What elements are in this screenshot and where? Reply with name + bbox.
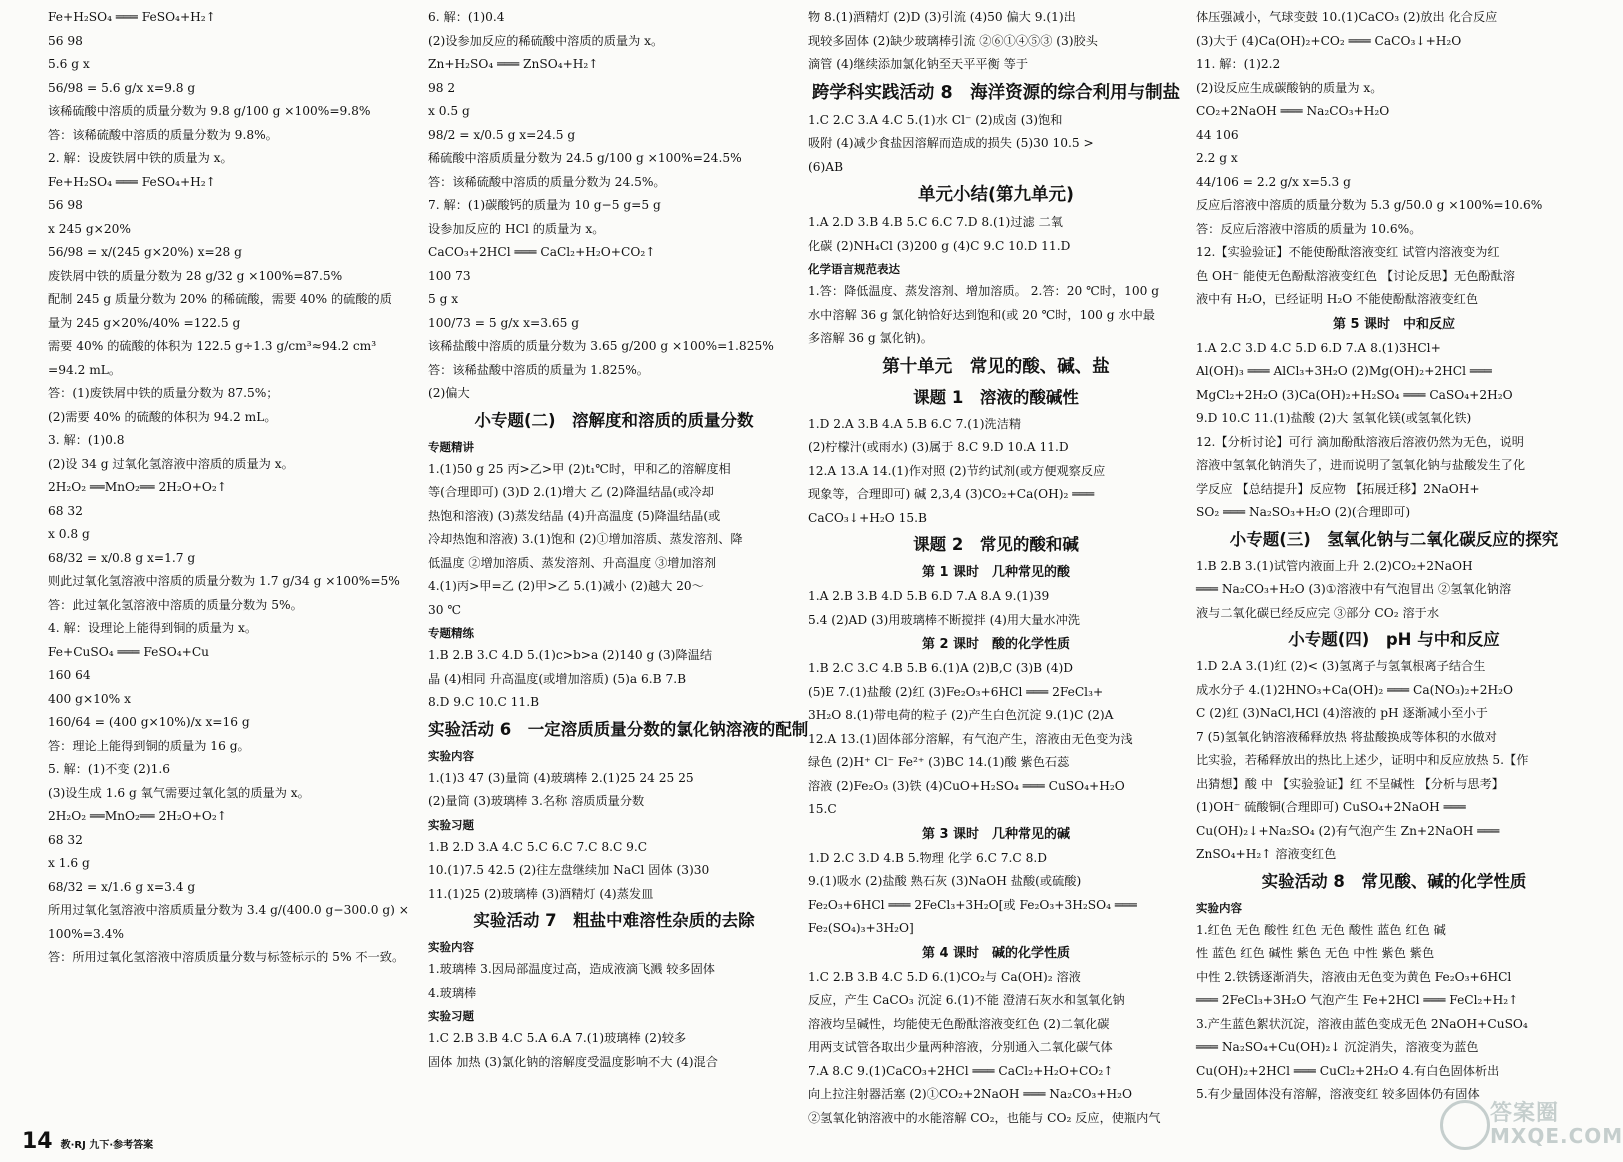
answer-line: 晶 (4)相同 升高温度(或增加溶质) (5)a 6.B 7.B <box>428 671 687 686</box>
answer-line: 向上拉注射器活塞 (2)①CO₂+2NaOH ═══ Na₂CO₃+H₂O <box>808 1087 1133 1101</box>
answer-line: 44 106 <box>1196 127 1239 142</box>
lesson-heading: 第 2 课时 酸的化学性质 <box>921 637 1071 652</box>
answer-line: 15.C <box>808 802 837 816</box>
answer-line: 12.A 13.(1)固体部分溶解，有气泡产生，溶液由无色变为浅 <box>808 731 1133 746</box>
answer-line: 9.(1)吸水 (2)盐酸 熟石灰 (3)NaOH 盐酸(或硫酸) <box>808 874 1082 888</box>
answer-line: 1.C 2.C 3.A 4.C 5.(1)水 Cl⁻ (2)成卤 (3)饱和 <box>808 112 1063 127</box>
answer-line: 1.B 2.D 3.A 4.C 5.C 6.C 7.C 8.C 9.C <box>428 839 648 854</box>
answer-line: (1)OH⁻ 硫酸铜(合理即可) CuSO₄+2NaOH ═══ <box>1196 800 1466 814</box>
answer-line: 1.D 2.C 3.D 4.B 5.物理 化学 6.C 7.C 8.D <box>808 850 1048 865</box>
section-heading: 实验活动 7 粗盐中难溶性杂质的去除 <box>473 911 755 930</box>
answer-line: CO₂+2NaOH ═══ Na₂CO₃+H₂O <box>1196 104 1390 118</box>
answer-line: 答：该稀盐酸中溶质的质量为 1.825%。 <box>428 362 649 377</box>
answer-line: 5. 解：(1)不变 (2)1.6 <box>48 762 171 776</box>
answer-line: (2)设 34 g 过氧化氢溶液中溶质的质量为 x。 <box>48 456 294 471</box>
answer-line: 56 98 <box>48 198 83 212</box>
column-3 <box>808 0 1184 1140</box>
answer-line: 1.红色 无色 酸性 红色 无色 酸性 蓝色 红色 碱 <box>1196 922 1446 937</box>
answer-line: 吸附 (4)减少食盐因溶解而造成的损失 (5)30 10.5 > <box>808 136 1094 150</box>
answer-line: 现较多固体 (2)缺少玻璃棒引流 ②⑥①④⑤③ (3)胶头 <box>808 33 1098 48</box>
answer-line: 液中有 H₂O，已经证明 H₂O 不能使酚酞溶液变红色 <box>1196 292 1479 306</box>
answer-line: 68 32 <box>48 503 83 518</box>
answer-line: Al(OH)₃ ═══ AlCl₃+3H₂O (2)Mg(OH)₂+2HCl ═══ <box>1196 364 1492 378</box>
answer-line: Cu(OH)₂↓+Na₂SO₄ (2)有气泡产生 Zn+2NaOH ═══ <box>1196 823 1500 838</box>
answer-line: Fe₂O₃+6HCl ═══ 2FeCl₃+3H₂O[或 Fe₂O₃+3H₂SO₄ ═══ <box>808 897 1137 912</box>
unit-heading: 跨学科实践活动 8 海洋资源的综合利用与制盐 <box>811 82 1181 103</box>
answer-line: (3)设生成 1.6 g 氧气需要过氧化氢的质量为 x。 <box>48 785 310 800</box>
answer-line: 现象等，合理即可) 碱 2,3,4 (3)CO₂+Ca(OH)₂ ═══ <box>808 487 1095 501</box>
answer-line: 答：反应后溶液中溶质的质量为 10.6%。 <box>1196 221 1422 236</box>
section-heading: 实验活动 8 常见酸、碱的化学性质 <box>1261 871 1527 891</box>
answer-line: 比实验，若稀释放出的热比上述少，证明中和反应放热 5.【作 <box>1196 753 1529 767</box>
answer-line: 2H₂O₂ ══MnO₂══ 2H₂O+O₂↑ <box>48 480 228 494</box>
answer-line: 10.(1)7.5 42.5 (2)往左盘继续加 NaCl 固体 (3)30 <box>428 863 710 877</box>
answer-line: 1.答：降低温度、蒸发溶剂、增加溶质。 2.答：20 ℃时，100 g <box>808 284 1160 298</box>
answer-line: x 245 g×20% <box>48 221 131 236</box>
answer-line: ZnSO₄+H₂↑ 溶液变红色 <box>1196 847 1337 861</box>
answer-line: 1.A 2.D 3.B 4.B 5.C 6.C 7.D 8.(1)过滤 二氧 <box>808 215 1063 229</box>
answer-line: 答：该稀硫酸中溶质的质量分数为 24.5%。 <box>428 174 666 189</box>
answer-line: 配制 245 g 质量分数为 20% 的稀硫酸，需要 40% 的硫酸的质 <box>48 292 392 306</box>
answer-line: 1.B 2.B 3.(1)试管内液面上升 2.(2)CO₂+2NaOH <box>1196 558 1473 573</box>
section-heading: 课题 2 常见的酸和碱 <box>913 535 1079 554</box>
answer-line: CaCO₃+2HCl ═══ CaCl₂+H₂O+CO₂↑ <box>428 245 656 259</box>
answer-line: 11. 解：(1)2.2 <box>1196 57 1281 71</box>
answer-line: 1.D 2.A 3.(1)红 (2)< (3)氢离子与氢氧根离子结合生 <box>1196 659 1486 673</box>
column-2 <box>428 0 809 1140</box>
answer-line: (2)偏大 <box>428 386 470 400</box>
answer-line: Fe+H₂SO₄ ═══ FeSO₄+H₂↑ <box>48 174 216 189</box>
answer-line: Cu(OH)₂+2HCl ═══ CuCl₂+2H₂O 4.有白色固体析出 <box>1196 1063 1500 1078</box>
answer-line: =94.2 mL。 <box>48 362 122 377</box>
answer-line: 物 8.(1)酒精灯 (2)D (3)引流 (4)50 偏大 9.(1)出 <box>808 10 1076 24</box>
answer-line: 44/106 = 2.2 g/x x=5.3 g <box>1196 174 1351 189</box>
section-heading: 小专题(二) 溶解度和溶质的质量分数 <box>474 410 754 430</box>
lesson-heading: 第 4 课时 碱的化学性质 <box>921 945 1071 961</box>
answer-line: 1.(1)50 g 25 丙>乙>甲 (2)t₁℃时，甲和乙的溶解度相 <box>428 461 731 476</box>
answer-line: 热饱和溶液) (3)蒸发结晶 (4)升高温度 (5)降温结晶(或 <box>428 508 721 523</box>
answer-line: 1.B 2.C 3.C 4.B 5.B 6.(1)A (2)B,C (3)B (4)D <box>808 661 1074 675</box>
answer-line: 用两支试管各取出少量两种溶液，分别通入二氧化碳气体 <box>808 1040 1113 1054</box>
answer-line: 12.A 13.A 14.(1)作对照 (2)节约试剂(或方便观察反应 <box>808 463 1106 478</box>
answer-line: 1.C 2.B 3.B 4.C 5.A 6.A 7.(1)玻璃棒 (2)较多 <box>428 1031 687 1045</box>
answer-line: (2)量筒 (3)玻璃棒 3.名称 溶质质量分数 <box>428 794 645 808</box>
watermark <box>1432 1096 1623 1152</box>
answer-line: 成水分子 4.(1)2HNO₃+Ca(OH)₂ ═══ Ca(NO₃)₂+2H₂O <box>1196 682 1514 697</box>
lesson-heading: 第 1 课时 几种常见的酸 <box>921 565 1071 580</box>
unit-heading: 第十单元 常见的酸、碱、盐 <box>882 356 1110 377</box>
answer-line: 出猜想】酸 中 【实验验证】红 不呈碱性 【分析与思考】 <box>1196 776 1504 791</box>
answer-line: 5.有少量固体没有溶解，溶液变红 较多固体仍有固体 <box>1196 1087 1480 1101</box>
answer-line: Fe₂(SO₄)₃+3H₂O] <box>808 921 914 935</box>
answer-line: 色 OH⁻ 能使无色酚酞溶液变红色 【讨论反思】无色酚酞溶 <box>1196 268 1515 283</box>
answer-line: 5.6 g x <box>48 57 90 71</box>
answer-line: ═══ Na₂SO₄+Cu(OH)₂↓ 沉淀消失，溶液变为蓝色 <box>1196 1040 1479 1054</box>
answer-line: 56 98 <box>48 33 83 48</box>
answer-line: 1.A 2.C 3.D 4.C 5.D 6.D 7.A 8.(1)3HCl+ <box>1196 340 1441 355</box>
answer-line: 2.2 g x <box>1196 151 1238 165</box>
answer-line: 68/32 = x/0.8 g x=1.7 g <box>48 550 196 565</box>
answer-line: 68 32 <box>48 832 83 847</box>
answer-line: 3.产生蓝色絮状沉淀，溶液由蓝色变成无色 2NaOH+CuSO₄ <box>1196 1016 1528 1031</box>
answer-line: 56/98 = x/(245 g×20%) x=28 g <box>48 245 242 259</box>
section-heading: 课题 1 溶液的酸碱性 <box>913 387 1079 407</box>
answer-line: 化碳 (2)NH₄Cl (3)200 g (4)C 9.C 10.D 11.D <box>808 238 1071 253</box>
answer-line: MgCl₂+2H₂O (3)Ca(OH)₂+H₂SO₄ ═══ CaSO₄+2H₂O <box>1196 387 1513 402</box>
answer-line: 等(合理即可) (3)D 2.(1)增大 乙 (2)降温结晶(或冷却 <box>428 485 714 499</box>
answer-line: 答：(1)废铁屑中铁的质量分数为 87.5%； <box>48 386 279 400</box>
answer-line: 1.B 2.B 3.C 4.D 5.(1)c>b>a (2)140 g (3)降温结 <box>428 648 713 662</box>
answer-line: 答：此过氧化氢溶液中溶质的质量分数为 5%。 <box>48 597 303 612</box>
answer-line: 溶液 (2)Fe₂O₃ (3)铁 (4)CuO+H₂SO₄ ═══ CuSO₄+H₂O <box>808 778 1125 793</box>
answer-line: 56/98 = 5.6 g/x x=9.8 g <box>48 80 196 95</box>
answer-line: 性 蓝色 红色 碱性 紫色 无色 中性 紫色 紫色 <box>1196 946 1435 960</box>
subsection-label: 实验习题 <box>428 1009 474 1023</box>
answer-line: 68/32 = x/1.6 g x=3.4 g <box>48 879 196 894</box>
answer-line: 11.(1)25 (2)玻璃棒 (3)酒精灯 (4)蒸发皿 <box>428 886 654 901</box>
answer-line: 1.C 2.B 3.B 4.C 5.D 6.(1)CO₂与 Ca(OH)₂ 溶液 <box>808 969 1081 984</box>
answer-line: 6. 解：(1)0.4 <box>428 10 505 24</box>
watermark-logo-icon <box>1440 1100 1490 1150</box>
answer-line: 400 g×10% x <box>48 691 131 706</box>
answer-line: 7.A 8.C 9.(1)CaCO₃+2HCl ═══ CaCl₂+H₂O+CO₂↑ <box>808 1063 1114 1078</box>
answer-line: 答：理论上能得到铜的质量为 16 g。 <box>48 738 250 753</box>
answer-line: 该稀硫酸中溶质的质量分数为 9.8 g/100 g ×100%=9.8% <box>48 104 371 118</box>
answer-line: ②氢氧化钠溶液中的水能溶解 CO₂，也能与 CO₂ 反应，使瓶内气 <box>808 1110 1161 1125</box>
answer-line: 中性 2.铁锈逐渐消失，溶液由无色变为黄色 Fe₂O₃+6HCl <box>1196 969 1512 984</box>
answer-line: 5.4 (2)AD (3)用玻璃棒不断搅拌 (4)用大量水冲洗 <box>808 612 1080 627</box>
answer-line: 量为 245 g×20%/40% =122.5 g <box>48 315 241 330</box>
answer-line: 100%=3.4% <box>48 926 125 941</box>
lesson-heading: 第 5 课时 中和反应 <box>1332 316 1456 332</box>
answer-line: 反应后溶液中溶质的质量分数为 5.3 g/50.0 g ×100%=10.6% <box>1196 198 1543 212</box>
section-heading: 小专题(三) 氢氧化钠与二氧化碳反应的探究 <box>1229 529 1559 549</box>
page-footer-subtitle: 教·RJ 九下·参考答案 <box>60 1140 154 1151</box>
answer-line: SO₂ ═══ Na₂SO₃+H₂O (2)(合理即可) <box>1196 505 1411 519</box>
subsection-label: 实验内容 <box>428 748 474 763</box>
answer-line: 反应，产生 CaCO₃ 沉淀 6.(1)不能 澄清石灰水和氢氧化钠 <box>808 993 1125 1007</box>
column-4 <box>1196 0 1592 1140</box>
answer-line: 答：该稀硫酸中溶质的质量分数为 9.8%。 <box>48 127 278 142</box>
answer-line: 学反应 【总结提升】反应物 【拓展迁移】2NaOH+ <box>1196 481 1480 496</box>
watermark-text: 答案圈 <box>1490 1101 1560 1126</box>
answer-line: 溶液中氢氧化钠消失了，进而说明了氢氧化钠与盐酸发生了化 <box>1196 458 1526 472</box>
answer-line: 3H₂O 8.(1)带电荷的粒子 (2)产生白色沉淀 9.(1)C (2)A <box>808 708 1114 722</box>
answer-line: (2)需要 40% 的硫酸的体积为 94.2 mL。 <box>48 409 277 424</box>
answer-line: 体压强减小，气球变鼓 10.(1)CaCO₃ (2)放出 化合反应 <box>1196 10 1498 24</box>
answer-line: 1.玻璃棒 3.因局部温度过高，造成液滴飞溅 较多固体 <box>428 962 715 976</box>
answer-line: Zn+H₂SO₄ ═══ ZnSO₄+H₂↑ <box>428 57 599 71</box>
subsection-label: 专题精讲 <box>428 439 474 454</box>
answer-line: 5 g x <box>428 292 459 306</box>
answer-line: 废铁屑中铁的质量分数为 28 g/32 g ×100%=87.5% <box>48 268 343 283</box>
answer-line: 答：所用过氧化氢溶液中溶质质量分数与标签标示的 5% 不一致。 <box>48 950 405 964</box>
subsection-label: 专题精练 <box>428 626 474 640</box>
lesson-heading: 第 3 课时 几种常见的碱 <box>921 826 1071 842</box>
answer-line: Fe+CuSO₄ ═══ FeSO₄+Cu <box>48 644 209 659</box>
answer-line: 7 (5)氢氧化钠溶液稀释放热 将盐酸换成等体积的水做对 <box>1196 729 1497 744</box>
subsection-label: 实验习题 <box>428 817 474 832</box>
page-number: 14 <box>22 1129 53 1154</box>
answer-line: x 0.5 g <box>428 104 470 118</box>
answer-line: (6)AB <box>808 159 844 174</box>
column-1 <box>48 0 409 1140</box>
answer-line: 溶液均呈碱性，均能使无色酚酞溶液变红色 (2)二氧化碳 <box>808 1016 1110 1031</box>
answer-line: 2. 解：设废铁屑中铁的质量为 x。 <box>48 151 233 165</box>
answer-line: C (2)红 (3)NaCl,HCl (4)溶液的 pH 逐渐减小至小于 <box>1196 706 1488 720</box>
answer-line: 绿色 (2)H⁺ Cl⁻ Fe²⁺ (3)BC 14.(1)酸 紫色石蕊 <box>808 755 1070 769</box>
section-heading: 实验活动 6 一定溶质质量分数的氯化钠溶液的配制 <box>428 719 809 739</box>
answer-line: 12.【分析讨论】可行 滴加酚酞溶液后溶液仍然为无色，说明 <box>1196 434 1524 449</box>
answer-line: (3)大于 (4)Ca(OH)₂+CO₂ ═══ CaCO₃↓+H₂O <box>1196 33 1462 48</box>
answer-line: (2)柠檬汁(或雨水) (3)属于 8.C 9.D 10.A 11.D <box>808 440 1069 454</box>
answer-line: 滴管 (4)继续添加氯化钠至天平平衡 等于 <box>808 57 1029 71</box>
answer-line: 液与二氧化碳已经反应完 ③部分 CO₂ 溶于水 <box>1196 605 1440 620</box>
answer-line: 7. 解：(1)碳酸钙的质量为 10 g−5 g=5 g <box>428 198 661 212</box>
answer-line: x 1.6 g <box>48 856 90 870</box>
answer-line: 所用过氧化氢溶液中溶质质量分数为 3.4 g/(400.0 g−300.0 g) × <box>48 903 409 917</box>
watermark-url: MXQE.COM <box>1490 1124 1623 1148</box>
answer-line: 98/2 = x/0.5 g x=24.5 g <box>428 127 576 142</box>
answer-line: 30 ℃ <box>428 602 462 617</box>
answer-line: 冷却热饱和溶液) 3.(1)饱和 (2)①增加溶质、蒸发溶剂、降 <box>428 532 743 546</box>
unit-heading: 单元小结(第九单元) <box>918 185 1074 205</box>
answer-line: 98 2 <box>428 80 456 95</box>
answer-line: 固体 加热 (3)氯化钠的溶解度受温度影响不大 (4)混合 <box>428 1054 718 1069</box>
answer-line: 2H₂O₂ ══MnO₂══ 2H₂O+O₂↑ <box>48 809 228 823</box>
answer-line: CaCO₃↓+H₂O 15.B <box>808 510 927 525</box>
answer-line: 1.D 2.A 3.B 4.A 5.B 6.C 7.(1)洗洁精 <box>808 416 1022 431</box>
answer-line: 设参加反应的 HCl 的质量为 x。 <box>428 221 605 236</box>
answer-line: 12.【实验验证】不能使酚酞溶液变红 试管内溶液变为红 <box>1196 245 1500 259</box>
answer-line: 160/64 = (400 g×10%)/x x=16 g <box>48 715 250 729</box>
answer-line: 160 64 <box>48 668 91 682</box>
answer-line: Fe+H₂SO₄ ═══ FeSO₄+H₂↑ <box>48 10 216 24</box>
answer-line: ═══ Na₂CO₃+H₂O (3)①溶液中有气泡冒出 ②氢氧化钠溶 <box>1196 582 1512 596</box>
answer-line: 稀硫酸中溶质质量分数为 24.5 g/100 g ×100%=24.5% <box>428 151 742 165</box>
section-heading: 小专题(四) pH 与中和反应 <box>1288 630 1500 649</box>
answer-line: (2)设参加反应的稀硫酸中溶质的质量为 x。 <box>428 33 664 48</box>
answer-line: 则此过氧化氢溶液中溶质的质量分数为 1.7 g/34 g ×100%=5% <box>48 574 400 588</box>
subsection-label: 实验内容 <box>428 940 474 954</box>
answer-line: 100 73 <box>428 268 471 283</box>
answer-line: 1.(1)3 47 (3)量筒 (4)玻璃棒 2.(1)25 24 25 25 <box>428 770 694 785</box>
answer-line: ═══ 2FeCl₃+3H₂O 气泡产生 Fe+2HCl ═══ FeCl₂+H₂↑ <box>1196 993 1519 1007</box>
answer-line: 该稀盐酸中溶质的质量分数为 3.65 g/200 g ×100%=1.825% <box>428 339 774 353</box>
answer-line: 1.A 2.B 3.B 4.D 5.B 6.D 7.A 8.A 9.(1)39 <box>808 589 1050 603</box>
answer-line: 4.(1)丙>甲=乙 (2)甲>乙 5.(1)减小 (2)越大 20～ <box>428 579 704 593</box>
answer-line: 100/73 = 5 g/x x=3.65 g <box>428 315 580 330</box>
answer-line: 需要 40% 的硫酸的体积为 122.5 g÷1.3 g/cm³≈94.2 cm³ <box>48 339 377 353</box>
answer-line: 水中溶解 36 g 氯化钠恰好达到饱和(或 20 ℃时，100 g 水中最 <box>808 307 1155 322</box>
page-footer <box>22 1129 153 1154</box>
answer-line: 9.D 10.C 11.(1)盐酸 (2)大 氢氧化镁(或氢氧化铁) <box>1196 411 1472 425</box>
answer-line: 4.玻璃棒 <box>428 985 477 1000</box>
answer-line: (2)设反应生成碳酸钠的质量为 x。 <box>1196 80 1383 95</box>
answer-line: (5)E 7.(1)盐酸 (2)红 (3)Fe₂O₃+6HCl ═══ 2FeCl₃+ <box>808 684 1104 699</box>
answer-line: 8.D 9.C 10.C 11.B <box>428 695 540 709</box>
answer-line: x 0.8 g <box>48 527 90 541</box>
answer-line: 3. 解：(1)0.8 <box>48 433 125 447</box>
answer-line: 4. 解：设理论上能得到铜的质量为 x。 <box>48 621 258 635</box>
subsection-label: 化学语言规范表达 <box>808 262 900 276</box>
subsection-label: 实验内容 <box>1196 900 1242 915</box>
answer-line: 低温度 ②增加溶质、蒸发溶剂、升高温度 ③增加溶剂 <box>428 555 717 570</box>
answer-line: 多溶解 36 g 氯化钠)。 <box>808 331 933 345</box>
